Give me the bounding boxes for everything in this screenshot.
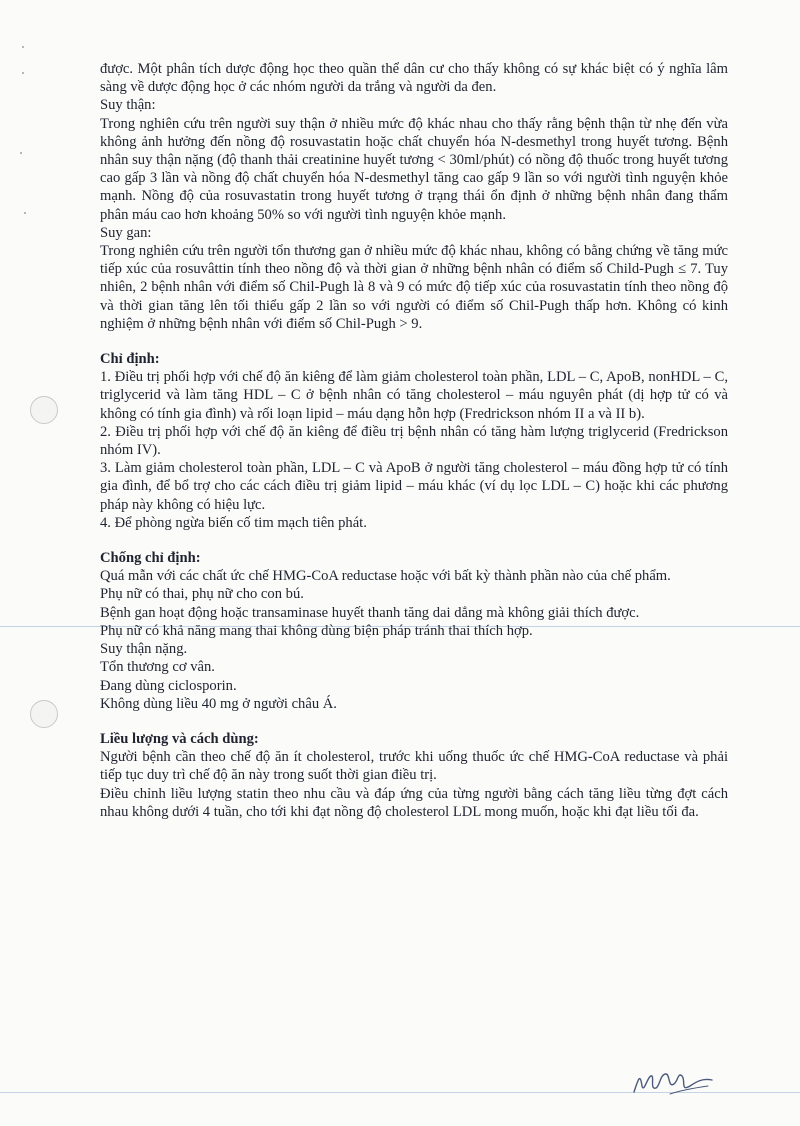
paragraph: Phụ nữ có khả năng mang thai không dùng biện pháp tránh thai thích hợp. <box>100 622 533 639</box>
paragraph: 4. Để phòng ngừa biến cố tim mạch tiên phát. <box>100 514 367 531</box>
paragraph: Tổn thương cơ vân. <box>100 659 215 676</box>
section-heading: Chỉ định: <box>100 351 160 368</box>
paragraph: Không dùng liều 40 mg ở người châu Á. <box>100 695 337 712</box>
document-body <box>100 60 728 821</box>
punch-hole <box>30 700 58 728</box>
scan-speck <box>22 72 24 74</box>
section-gap <box>100 532 728 549</box>
section-heading: Chống chỉ định: <box>100 550 201 567</box>
paragraph: 1. Điều trị phối hợp với chế độ ăn kiêng để làm giảm cholesterol toàn phần, LDL – C, ApoB, nonHDL – C, triglycerid và làm tăng HDL – C ở bệnh nhân có tăng cholesterol – máu nguyên phát (dị hợp tử có và không có tính gia đình) và rối loạn lipid – máu dạng hỗn hợp (Fredrickson nhóm II a và II b). <box>100 369 728 422</box>
paragraph: Phụ nữ có thai, phụ nữ cho con bú. <box>100 586 304 603</box>
section-heading: Liều lượng và cách dùng: <box>100 730 259 747</box>
paragraph: Điều chỉnh liều lượng statin theo nhu cầu và đáp ứng của từng người bằng cách tăng liều từng đợt cách nhau không dưới 4 tuần, cho tới khi đạt nồng độ cholesterol LDL mong muốn, hoặc khi đạt liều tối đa. <box>100 785 728 820</box>
paragraph: Người bệnh cần theo chế độ ăn ít cholesterol, trước khi uống thuốc ức chế HMG-CoA reductase và phải tiếp tục duy trì chế độ ăn này trong suốt thời gian điều trị. <box>100 749 728 784</box>
paragraph: được. Một phân tích dược động học theo quần thể dân cư cho thấy không có sự khác biệt có ý nghĩa lâm sàng về dược động học ở các nhóm người da trắng và người da đen. <box>100 61 728 96</box>
paragraph: Suy gan: <box>100 224 152 241</box>
punch-hole <box>30 396 58 424</box>
paragraph: Đang dùng ciclosporin. <box>100 677 237 694</box>
section-gap <box>100 333 728 350</box>
scan-speck <box>22 46 24 48</box>
handwritten-signature <box>630 1066 716 1098</box>
section-gap <box>100 713 728 730</box>
paragraph: Suy thận: <box>100 97 156 114</box>
scan-speck <box>24 212 26 214</box>
paragraph: Bệnh gan hoạt động hoặc transaminase huyết thanh tăng dai dẳng mà không giải thích được. <box>100 604 640 621</box>
paragraph: 2. Điều trị phối hợp với chế độ ăn kiêng để điều trị bệnh nhân có tăng hàm lượng triglycerid (Fredrickson nhóm IV). <box>100 423 728 459</box>
paragraph: Quá mẫn với các chất ức chế HMG-CoA reductase hoặc với bất kỳ thành phần nào của chế phẩm. <box>100 568 671 585</box>
paragraph: 3. Làm giảm cholesterol toàn phần, LDL – C và ApoB ở người tăng cholesterol – máu đồng hợp tử có tính gia đình, để bổ trợ cho các cách điều trị giảm lipid – máu khác (ví dụ lọc LDL – C) hoặc khi các phương pháp này không có hiệu lực. <box>100 460 728 513</box>
paragraph: Trong nghiên cứu trên người tổn thương gan ở nhiều mức độ khác nhau, không có bằng chứng về tăng mức tiếp xúc của rosuvâttin tính theo nồng độ và thời gian ở những bệnh nhân có điểm số Child-Pugh ≤ 7. Tuy nhiên, 2 bệnh nhân với điểm số Chil-Pugh là 8 và 9 có mức độ tiếp xúc của rosuvastatin tính theo nồng độ và thời gian tăng lên tối thiểu gấp 2 lần so với người có điểm số Chil-Pugh thấp hơn. Không có kinh nghiệm ở những bệnh nhân với điểm số Chil-Pugh > 9. <box>100 243 728 332</box>
paragraph: Trong nghiên cứu trên người suy thận ở nhiều mức độ khác nhau cho thấy rằng bệnh thận từ nhẹ đến vừa không ảnh hưởng đến nồng độ rosuvastatin hoặc chất chuyển hóa N-desmethyl trong huyết tương. Bệnh nhân suy thận nặng (độ thanh thải creatinine huyết tương < 30ml/phút) có nồng độ thuốc trong huyết tương cao gấp 3 lần và nồng độ chất chuyển hóa N-desmethyl tăng cao gấp 9 lần so với người tình nguyện khỏe mạnh. Nồng độ của rosuvastatin trong huyết tương ở trạng thái ổn định ở những bệnh nhân đang thẩm phân máu cao hơn khoảng 50% so với người tình nguyện khỏe mạnh. <box>100 115 728 223</box>
scan-speck <box>20 152 22 154</box>
paragraph: Suy thận nặng. <box>100 641 188 658</box>
